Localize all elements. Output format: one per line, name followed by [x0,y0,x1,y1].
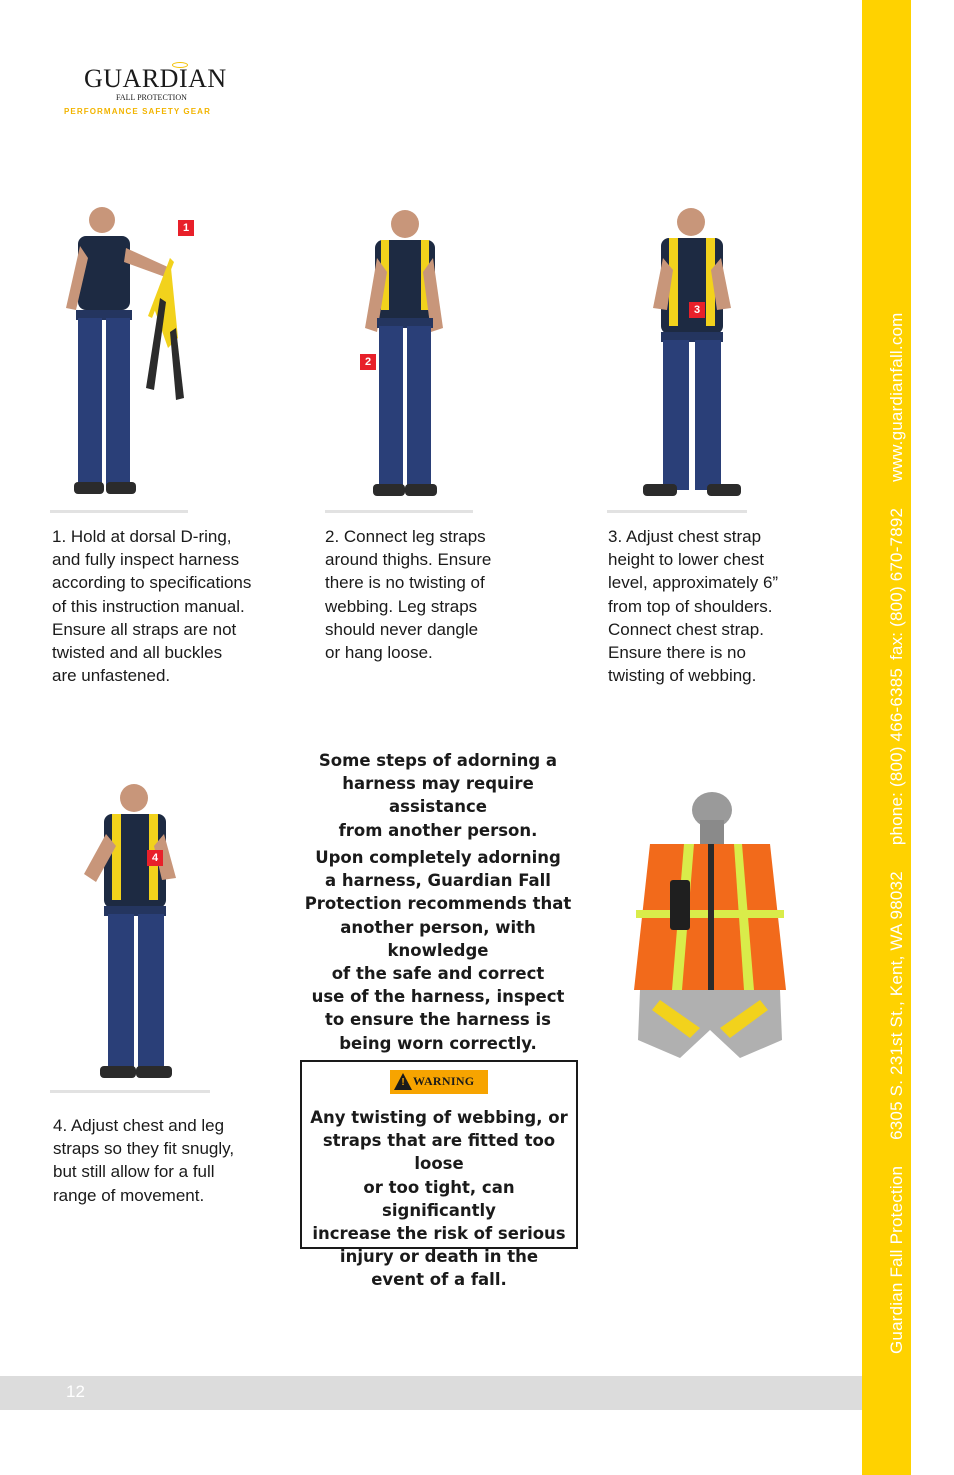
caption-line: Ensure there is no [608,643,746,663]
logo-brand: GUARDIAN [84,64,227,93]
logo-tagline: PERFORMANCE SAFETY GEAR [64,107,211,116]
caption-line: or hang loose. [325,643,433,663]
caption-line: 4. Adjust chest and leg [53,1116,225,1135]
warning-title: WARNING [413,1074,475,1088]
step-2-badge: 2 [360,354,376,370]
step-4-photo [50,774,210,1094]
step-1-badge: 1 [178,220,194,236]
caption-line: straps so they fit snugly, [53,1139,235,1159]
warning-line: event of a fall. [371,1270,507,1290]
notice-line: of the safe and correct [331,964,545,984]
warning-box [300,1060,578,1290]
sidebar-fax: fax: (800) 670-7892 [887,507,906,660]
warning-line: injury or death in the [339,1247,539,1267]
notice-line: another person, with knowledge [340,917,536,960]
warning-label [390,1070,488,1094]
step-2-caption [325,525,491,664]
vest-harness-photo [630,790,790,1072]
inspection-notice [296,846,580,1055]
sidebar-website[interactable]: www.guardianfall.com [887,312,906,482]
notice-line: to ensure the harness is [325,1010,551,1030]
sidebar-phone: phone: (800) 466-6385 [887,668,906,846]
assistance-notice [296,749,580,842]
logo-subtitle: FALL PROTECTION [116,93,187,102]
step-1-photo [50,198,190,516]
caption-line: but still allow for a full [53,1162,215,1182]
caption-line: and fully inspect harness [52,550,240,570]
exclamation-icon: ! [401,1077,405,1088]
warning-line: straps that are fitted too loose [322,1131,556,1174]
caption-line: twisted and all buckles [52,643,223,663]
step-4-caption [53,1114,234,1207]
step-3-photo [607,198,767,516]
footer-bar [0,1376,862,1410]
warning-line: increase the risk of serious [312,1224,566,1244]
warning-text [306,1106,572,1292]
caption-line: twisting of webbing. [608,666,757,686]
notice-line: being worn correctly. [339,1033,537,1053]
caption-line: there is no twisting of [325,573,485,593]
page-number: 12 [66,1382,85,1401]
caption-line: are unfastened. [52,666,171,686]
caption-line: 2. Connect leg straps [325,527,486,546]
step-1-caption [52,525,251,687]
notice-line: a harness, Guardian Fall [325,871,551,891]
caption-line: Connect chest strap. [608,619,764,639]
caption-line: according to specifications [52,573,252,593]
caption-line: around thighs. Ensure [325,550,492,570]
caption-line: height to lower chest [608,550,764,570]
caption-line: Ensure all straps are not [52,619,237,639]
notice-line: Upon completely adorning [315,848,561,867]
step-3-caption [608,525,778,687]
caption-line: range of movement. [53,1185,205,1205]
caption-line: webbing. Leg straps [325,596,478,616]
caption-line: of this instruction manual. [52,596,245,616]
step-3-badge: 3 [689,302,705,318]
caption-line: should never dangle [325,619,479,639]
sidebar-contact-text [886,286,908,1354]
notice-line: Protection recommends that [304,894,572,914]
notice-line: use of the harness, inspect [311,987,565,1007]
caption-line: 3. Adjust chest strap [608,527,762,546]
step-4-badge: 4 [147,850,163,866]
sidebar-company: Guardian Fall Protection [887,1165,906,1354]
sidebar-address: 6305 S. 231st St., Kent, WA 98032 [887,871,906,1140]
caption-line: level, approximately 6” [608,573,779,593]
notice-line: Some steps of adorning a [318,751,558,770]
step-2-photo [325,198,475,516]
warning-line: or too tight, can significantly [363,1177,515,1220]
warning-line: Any twisting of webbing, or [310,1108,568,1127]
guardian-logo [64,60,227,120]
notice-line: harness may require assistance [342,774,534,817]
notice-line: from another person. [338,820,538,840]
caption-line: from top of shoulders. [608,596,773,616]
caption-line: 1. Hold at dorsal D-ring, [52,527,232,546]
